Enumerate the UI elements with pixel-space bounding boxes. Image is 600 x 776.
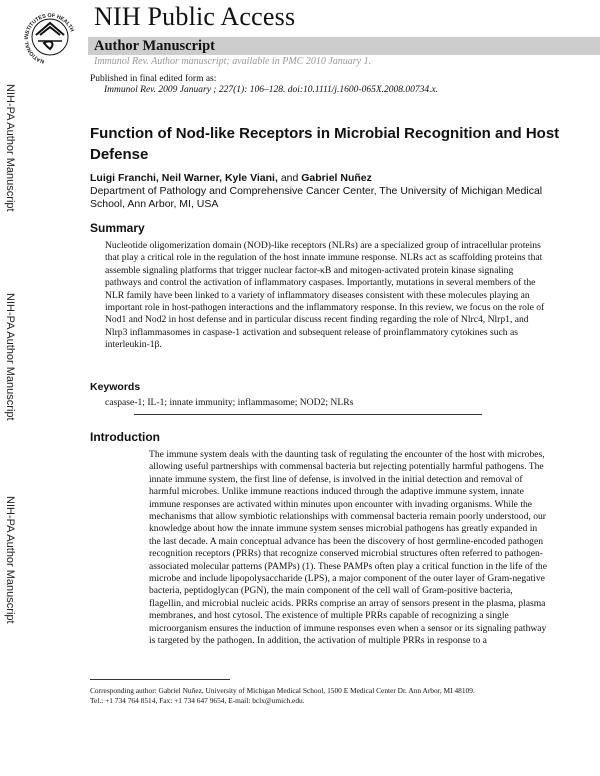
logo-ring-text: NATIONAL INSTITUTES OF HEALTH <box>23 12 75 65</box>
authors-and: and <box>280 172 299 184</box>
footnote-divider <box>90 679 230 680</box>
availability-line: Immunol Rev. Author manuscript; available in PMC 2010 January 1. <box>94 56 372 67</box>
author-manuscript-label: Author Manuscript <box>94 38 215 54</box>
article-title: Function of Nod-like Receptors in Microbial Recognition and Host Defense <box>90 125 560 163</box>
svg-text:NATIONAL INSTITUTES OF HEALTH <box>24 13 75 64</box>
keywords-text: caspase-1; IL-1; innate immunity; inflammasome; NOD2; NLRs <box>105 397 354 408</box>
introduction-text: The immune system deals with the daunting task of regulating the encounter of the host with microbes, allowing useful partnerships with commensal bacteria but rejecting potentially harmful pathogens. The innate immune system, the first line of defense, is involved in the initial detection and removal of harmful microbes. Unlike immune reactions induced through the adaptive immune system, innate immune responses are activated within minutes upon encounter with invading organisms. While the mechanisms that allow symbiotic relationships with commensal bacteria remain poorly understood, our knowledge about how the innate immune system senses microbial pathogens has greatly expanded in the last decade. A main conceptual advance has been the discovery of host germline-encoded pathogen recognition receptors (PRRs) that recognize conserved microbial structures often referred to pathogen-associated molecular patterns (PAMPs) (1). These PAMPs often play a critical function in the life of the microbe and include lipopolysaccharide (LPS), a major component of the outer layer of Gram-negative bacteria, peptidoglycan (PGN), the main component of the cell wall of Gram-positive bacteria, flagellin, and microbial nucleic acids. PRRs comprise an array of sensors present in the plasma, plasma membranes, and host cytosol. The existence of multiple PRRs capable of recognizing a single microorganism ensures the induction of immune responses even when a sensor or its signaling pathway is targeted by the pathogen. In addition, the activation of multiple PRRs in response to a <box>149 449 547 647</box>
side-label-text: NIH-PA Author Manuscript <box>4 293 16 421</box>
author-list <box>90 172 372 184</box>
keywords-divider <box>134 414 482 415</box>
introduction-heading: Introduction <box>90 430 160 444</box>
footnote-line-1: Corresponding author: Gabriel Nuñez, University of Michigan Medical School, 1500 E Medical Center Dr. Ann Arbor, MI 48109. <box>90 686 475 695</box>
citation-text: Immunol Rev. 2009 January ; 227(1): 106–128. doi:10.1111/j.1600-065X.2008.00734.x. <box>104 85 439 95</box>
keywords-heading: Keywords <box>90 381 141 393</box>
nih-logo <box>16 5 84 69</box>
published-line: Published in final edited form as: <box>90 74 217 84</box>
author-last: Gabriel Nuñez <box>301 172 372 184</box>
nih-public-access-title: NIH Public Access <box>94 2 296 31</box>
affiliation: Department of Pathology and Comprehensive Cancer Center, The University of Michigan Medical School, Ann Arbor, MI, USA <box>90 185 543 210</box>
side-label-1 <box>6 84 26 254</box>
side-label-text: NIH-PA Author Manuscript <box>4 496 16 624</box>
side-label-2 <box>6 293 26 463</box>
summary-heading: Summary <box>90 221 145 235</box>
side-label-3 <box>6 496 26 666</box>
summary-text: Nucleotide oligomerization domain (NOD)-like receptors (NLRs) are a specialized group of intracellular proteins that play a critical role in the regulation of the host innate immune response. NLRs act as scaffolding proteins that assemble signaling platforms that trigger nuclear factor-κB and mitogen-activated protein kinase signaling pathways and control the activation of inflammatory caspases. Importantly, mutations in several members of the NLR family have been linked to a variety of inflammatory diseases consistent with these molecules playing an important role in host-pathogen interactions and the inflammatory response. In this review, we focus on the role of Nod1 and Nod2 in host defense and in particular discuss recent finding regarding the role of Nlrc4, Nlrp1, and Nlrp3 inflammasomes in caspase-1 activation and subsequent release of proinflammatory cytokines such as interleukin-1β. <box>105 240 545 351</box>
authors: Luigi Franchi, Neil Warner, Kyle Viani, <box>90 172 278 184</box>
footnote-line-2: Tel.: +1 734 764 8514, Fax: +1 734 647 9654, E-mail: bclx@umich.edu. <box>90 695 305 705</box>
footnote <box>90 686 570 705</box>
citation <box>104 85 438 95</box>
side-label-text: NIH-PA Author Manuscript <box>4 84 16 212</box>
